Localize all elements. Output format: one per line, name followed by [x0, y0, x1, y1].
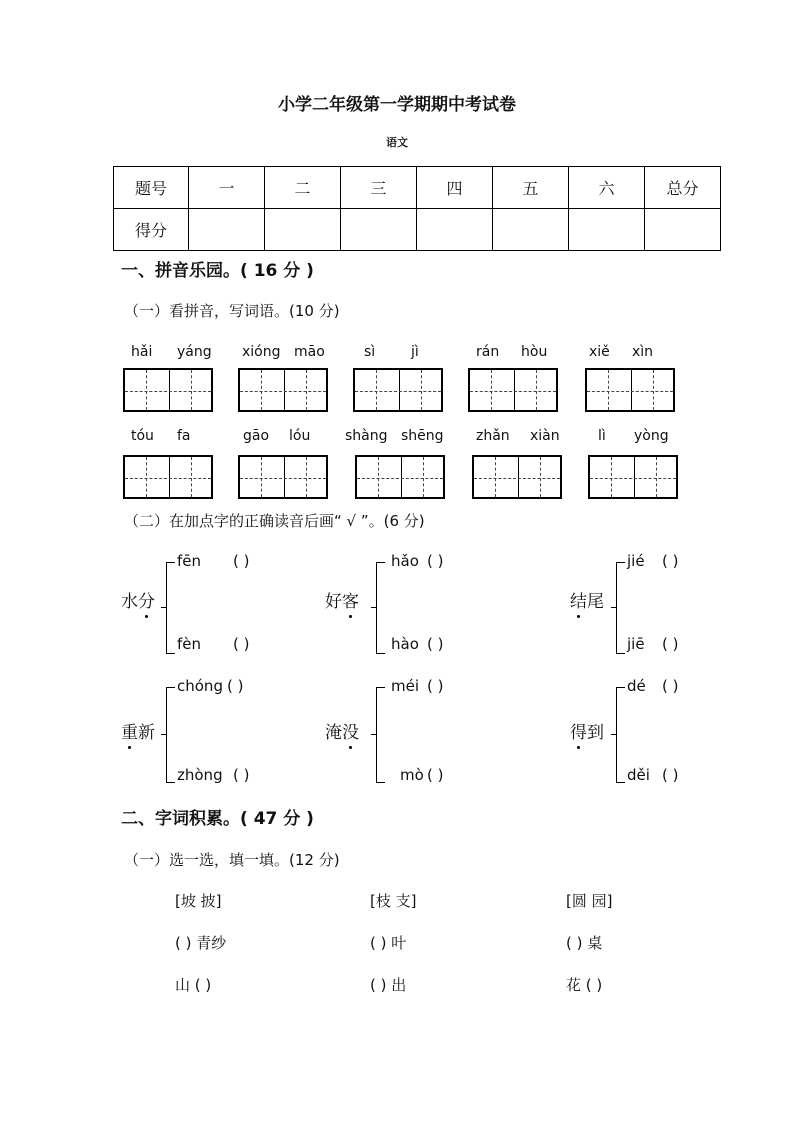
pinyin-option: méi [391, 677, 420, 695]
fill-blank[interactable]: 山 ( ) [175, 976, 212, 994]
subject-label: 语文 [386, 136, 408, 149]
score-header-cell: 一 [189, 167, 265, 209]
score-table-score-row [114, 209, 721, 251]
writing-grid[interactable] [472, 455, 562, 499]
answer-paren[interactable]: ( ) [427, 635, 444, 653]
char-options: [坡 披] [175, 892, 222, 910]
char-options: [圆 园] [566, 892, 613, 910]
fill-blank[interactable]: ( ) 出 [370, 976, 407, 994]
pinyin-syllable: hǎi [131, 344, 153, 360]
writing-grid[interactable] [585, 368, 675, 412]
score-cell[interactable] [189, 209, 265, 251]
pinyin-option: dé [627, 677, 646, 695]
score-table-header-row [114, 167, 721, 209]
pinyin-syllable: shàng [345, 428, 388, 444]
section-1-part-2-heading: （二）在加点字的正确读音后画“ √ ”。(6 分) [124, 512, 425, 530]
char-options: [枝 支] [370, 892, 417, 910]
pinyin-option: hào [391, 635, 419, 653]
pinyin-syllable: rán [476, 344, 500, 360]
pinyin-syllable: xiě [589, 344, 610, 360]
pinyin-option: děi [627, 766, 650, 784]
word-char: 水 [121, 592, 138, 612]
score-table [113, 166, 721, 251]
polyphone-word [570, 718, 604, 743]
score-header-cell: 总分 [645, 167, 721, 209]
pinyin-option: jié [627, 552, 645, 570]
brace [166, 562, 175, 654]
writing-grid[interactable] [468, 368, 558, 412]
dotted-char: 重 [121, 723, 138, 743]
pinyin-option: fēn [177, 552, 202, 570]
fill-blank[interactable]: ( ) 青纱 [175, 934, 227, 952]
dotted-char: 得 [570, 723, 587, 743]
section-1-part-1-heading: （一）看拼音，写词语。(10 分) [124, 302, 340, 320]
answer-paren[interactable]: ( ) [233, 552, 250, 570]
pinyin-syllable: shēng [401, 428, 444, 444]
pinyin-option: hǎo [391, 552, 419, 570]
dotted-char: 客 [342, 592, 359, 612]
score-cell[interactable] [645, 209, 721, 251]
word-char: 尾 [587, 592, 604, 612]
answer-paren[interactable]: ( ) [427, 766, 444, 784]
answer-paren[interactable]: ( ) [227, 677, 244, 695]
pinyin-option: zhòng [177, 766, 223, 784]
dotted-char: 分 [138, 592, 155, 612]
answer-paren[interactable]: ( ) [662, 635, 679, 653]
writing-grid[interactable] [588, 455, 678, 499]
score-header-cell: 三 [341, 167, 417, 209]
pinyin-syllable: gāo [243, 428, 270, 444]
score-header-cell: 五 [493, 167, 569, 209]
pinyin-syllable: hòu [521, 344, 548, 360]
polyphone-word [121, 587, 155, 612]
pinyin-option: jiē [627, 635, 645, 653]
answer-paren[interactable]: ( ) [427, 552, 444, 570]
pinyin-syllable: xiàn [530, 428, 560, 444]
score-cell[interactable] [569, 209, 645, 251]
writing-grid[interactable] [238, 368, 328, 412]
section-1-heading: 一、拼音乐园。( 16 分 ) [121, 261, 314, 281]
pinyin-syllable: xióng [242, 344, 281, 360]
brace [376, 687, 385, 783]
score-row-label: 得分 [114, 209, 189, 251]
pinyin-option: chóng [177, 677, 223, 695]
polyphone-word [121, 718, 155, 743]
answer-paren[interactable]: ( ) [427, 677, 444, 695]
dotted-char: 结 [570, 592, 587, 612]
polyphone-word [570, 587, 604, 612]
answer-paren[interactable]: ( ) [233, 766, 250, 784]
pinyin-syllable: yáng [177, 344, 212, 360]
pinyin-syllable: māo [294, 344, 325, 360]
score-header-cell: 题号 [114, 167, 189, 209]
word-char: 好 [325, 592, 342, 612]
polyphone-word [325, 718, 359, 743]
pinyin-syllable: xìn [632, 344, 654, 360]
score-cell[interactable] [417, 209, 493, 251]
pinyin-syllable: zhǎn [476, 428, 510, 444]
score-header-cell: 六 [569, 167, 645, 209]
pinyin-option: mò [400, 766, 424, 784]
fill-blank[interactable]: ( ) 叶 [370, 934, 407, 952]
answer-paren[interactable]: ( ) [662, 552, 679, 570]
score-cell[interactable] [493, 209, 569, 251]
pinyin-syllable: yòng [634, 428, 669, 444]
word-char: 新 [138, 723, 155, 743]
pinyin-syllable: lóu [289, 428, 311, 444]
section-2-heading: 二、字词积累。( 47 分 ) [121, 809, 314, 829]
section-2-part-1-heading: （一）选一选，填一填。(12 分) [124, 851, 340, 869]
answer-paren[interactable]: ( ) [662, 677, 679, 695]
fill-blank[interactable]: 花 ( ) [566, 976, 603, 994]
score-header-cell: 四 [417, 167, 493, 209]
score-header-cell: 二 [265, 167, 341, 209]
brace [166, 687, 175, 783]
brace [616, 687, 625, 783]
page-title: 小学二年级第一学期期中考试卷 [278, 95, 516, 115]
pinyin-syllable: lì [598, 428, 606, 444]
word-char: 淹 [325, 723, 342, 743]
fill-blank[interactable]: ( ) 桌 [566, 934, 603, 952]
writing-grid[interactable] [238, 455, 328, 499]
answer-paren[interactable]: ( ) [233, 635, 250, 653]
writing-grid[interactable] [355, 455, 445, 499]
dotted-char: 没 [342, 723, 359, 743]
writing-grid[interactable] [123, 368, 213, 412]
pinyin-syllable: tóu [131, 428, 154, 444]
score-cell[interactable] [341, 209, 417, 251]
answer-paren[interactable]: ( ) [662, 766, 679, 784]
pinyin-option: fèn [177, 635, 202, 653]
score-cell[interactable] [265, 209, 341, 251]
brace [376, 562, 385, 654]
word-char: 到 [587, 723, 604, 743]
pinyin-syllable: fa [177, 428, 191, 444]
polyphone-word [325, 587, 359, 612]
writing-grid[interactable] [123, 455, 213, 499]
brace [616, 562, 625, 654]
pinyin-syllable: sì [364, 344, 376, 360]
pinyin-syllable: jì [411, 344, 419, 360]
writing-grid[interactable] [353, 368, 443, 412]
